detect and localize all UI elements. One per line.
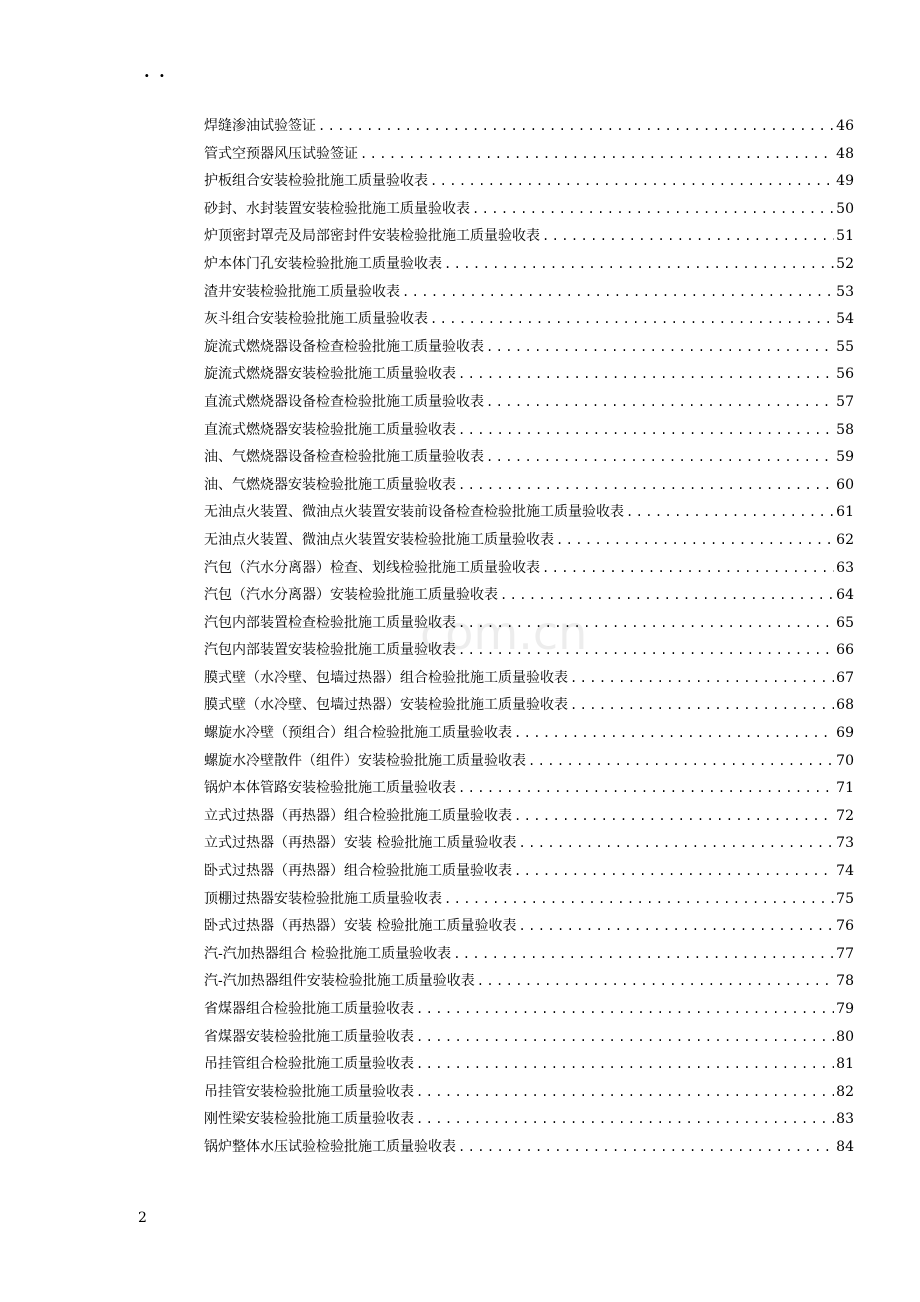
toc-dot-leader (458, 1140, 834, 1154)
toc-entry-page: 68 (836, 697, 854, 714)
watermark: com.cn (420, 606, 588, 660)
toc-entry-title: 旋流式燃烧器安装检验批施工质量验收表 (204, 366, 456, 383)
toc-entry[interactable] (204, 943, 854, 971)
toc-entry[interactable] (204, 612, 854, 640)
toc-entry-page: 57 (836, 393, 854, 410)
toc-entry-page: 72 (836, 807, 854, 824)
toc-entry-page: 80 (836, 1028, 854, 1045)
table-of-contents (204, 115, 854, 1164)
toc-entry[interactable] (204, 198, 854, 226)
toc-entry-title: 汽-汽加热器组件安装检验批施工质量验收表 (204, 973, 475, 990)
toc-entry-title: 油、气燃烧器设备检查检验批施工质量验收表 (204, 449, 484, 466)
toc-entry[interactable] (204, 667, 854, 695)
toc-dot-leader (458, 367, 834, 381)
toc-entry[interactable] (204, 832, 854, 860)
toc-entry-page: 52 (836, 255, 854, 272)
header-dots: . . (144, 62, 167, 81)
toc-entry-page: 59 (836, 449, 854, 466)
toc-entry-title: 刚性梁安装检验批施工质量验收表 (204, 1111, 414, 1128)
toc-entry[interactable] (204, 336, 854, 364)
toc-entry-page: 74 (836, 863, 854, 880)
toc-dot-leader (318, 119, 834, 133)
toc-entry[interactable] (204, 694, 854, 722)
toc-dot-leader (430, 174, 834, 188)
toc-entry-title: 无油点火装置、微油点火装置安装前设备检查检验批施工质量验收表 (204, 504, 624, 521)
toc-entry-title: 灰斗组合安装检验批施工质量验收表 (204, 311, 428, 328)
toc-entry-page: 84 (836, 1138, 854, 1155)
toc-dot-leader (402, 285, 834, 299)
toc-entry-page: 63 (836, 559, 854, 576)
toc-dot-leader (458, 478, 834, 492)
toc-dot-leader (514, 809, 834, 823)
toc-entry[interactable] (204, 501, 854, 529)
toc-entry-title: 炉顶密封罩壳及局部密封件安装检验批施工质量验收表 (204, 228, 540, 245)
toc-entry-page: 65 (836, 614, 854, 631)
toc-dot-leader (542, 229, 834, 243)
toc-entry-title: 炉本体门孔安装检验批施工质量验收表 (204, 255, 442, 272)
toc-entry-title: 汽包（汽水分离器）安装检验批施工质量验收表 (204, 587, 498, 604)
toc-dot-leader (518, 836, 834, 850)
toc-entry[interactable] (204, 888, 854, 916)
toc-entry-title: 直流式燃烧器安装检验批施工质量验收表 (204, 421, 456, 438)
toc-dot-leader (477, 974, 834, 988)
toc-entry-page: 75 (836, 890, 854, 907)
toc-entry[interactable] (204, 860, 854, 888)
toc-entry-title: 省煤器安装检验批施工质量验收表 (204, 1028, 414, 1045)
toc-dot-leader (416, 1112, 834, 1126)
toc-dot-leader (486, 395, 834, 409)
toc-entry-page: 73 (836, 835, 854, 852)
toc-entry-page: 54 (836, 311, 854, 328)
toc-dot-leader (556, 533, 834, 547)
toc-entry-title: 立式过热器（再热器）安装 检验批施工质量验收表 (204, 835, 517, 852)
toc-dot-leader (570, 671, 834, 685)
toc-entry-page: 64 (836, 587, 854, 604)
toc-entry[interactable] (204, 446, 854, 474)
toc-entry-page: 50 (836, 200, 854, 217)
toc-entry-title: 汽包（汽水分离器）检查、划线检验批施工质量验收表 (204, 559, 540, 576)
toc-entry[interactable] (204, 1136, 854, 1164)
toc-entry-title: 膜式壁（水冷壁、包墙过热器）安装检验批施工质量验收表 (204, 697, 568, 714)
toc-entry-title: 膜式壁（水冷壁、包墙过热器）组合检验批施工质量验收表 (204, 669, 568, 686)
toc-entry-page: 53 (836, 283, 854, 300)
toc-dot-leader (626, 505, 834, 519)
toc-entry-title: 锅炉整体水压试验检验批施工质量验收表 (204, 1138, 456, 1155)
toc-entry[interactable] (204, 529, 854, 557)
toc-dot-leader (360, 147, 834, 161)
toc-entry-title: 卧式过热器（再热器）组合检验批施工质量验收表 (204, 863, 512, 880)
toc-entry-title: 省煤器组合检验批施工质量验收表 (204, 1001, 414, 1017)
toc-entry[interactable] (204, 170, 854, 198)
toc-entry-title: 护板组合安装检验批施工质量验收表 (204, 173, 428, 190)
toc-dot-leader (416, 1030, 834, 1044)
toc-entry-page: 56 (836, 366, 854, 383)
toc-entry-page: 61 (836, 504, 854, 521)
toc-entry-page: 70 (836, 752, 854, 769)
toc-entry[interactable] (204, 391, 854, 419)
toc-dot-leader (444, 257, 834, 271)
toc-dot-leader (458, 616, 834, 630)
toc-entry-title: 吊挂管安装检验批施工质量验收表 (204, 1083, 414, 1100)
toc-entry-page: 46 (836, 118, 854, 134)
toc-entry[interactable] (204, 1108, 854, 1136)
toc-entry-page: 55 (836, 338, 854, 355)
page-number: 2 (138, 1210, 147, 1226)
toc-entry-page: 81 (836, 1056, 854, 1073)
toc-entry[interactable] (204, 915, 854, 943)
toc-entry[interactable] (204, 1053, 854, 1081)
toc-dot-leader (416, 1057, 834, 1071)
toc-dot-leader (518, 919, 834, 933)
toc-dot-leader (542, 561, 834, 575)
toc-entry-title: 渣井安装检验批施工质量验收表 (204, 283, 400, 300)
toc-entry[interactable] (204, 557, 854, 585)
toc-entry[interactable] (204, 1081, 854, 1109)
toc-dot-leader (486, 450, 834, 464)
toc-entry[interactable] (204, 419, 854, 447)
toc-dot-leader (486, 340, 834, 354)
toc-entry[interactable] (204, 722, 854, 750)
toc-entry[interactable] (204, 225, 854, 253)
toc-entry-page: 60 (836, 476, 854, 493)
toc-dot-leader (528, 754, 834, 768)
toc-entry-page: 66 (836, 642, 854, 659)
toc-dot-leader (458, 423, 834, 437)
toc-entry[interactable] (204, 281, 854, 309)
toc-entry-page: 79 (836, 1001, 854, 1017)
toc-entry[interactable] (204, 363, 854, 391)
toc-entry[interactable] (204, 998, 854, 1026)
toc-entry-title: 汽包内部装置检查检验批施工质量验收表 (204, 614, 456, 631)
toc-entry[interactable] (204, 474, 854, 502)
toc-entry-title: 汽包内部装置安装检验批施工质量验收表 (204, 642, 456, 659)
toc-entry-title: 油、气燃烧器安装检验批施工质量验收表 (204, 476, 456, 493)
toc-entry-page: 76 (836, 918, 854, 935)
toc-entry-page: 77 (836, 945, 854, 962)
toc-entry-title: 锅炉本体管路安装检验批施工质量验收表 (204, 780, 456, 797)
toc-entry-page: 48 (836, 145, 854, 162)
toc-entry-page: 51 (836, 228, 854, 245)
toc-entry[interactable] (204, 750, 854, 778)
toc-dot-leader (416, 1085, 834, 1099)
toc-entry[interactable] (204, 308, 854, 336)
toc-entry[interactable] (204, 584, 854, 612)
toc-entry[interactable] (204, 253, 854, 281)
toc-dot-leader (570, 698, 834, 712)
toc-dot-leader (514, 864, 834, 878)
toc-dot-leader (472, 202, 834, 216)
toc-entry[interactable] (204, 777, 854, 805)
toc-entry-title: 砂封、水封装置安装检验批施工质量验收表 (204, 200, 470, 217)
toc-entry[interactable] (204, 143, 854, 171)
toc-entry[interactable] (204, 115, 854, 143)
toc-dot-leader (430, 312, 834, 326)
toc-entry-title: 吊挂管组合检验批施工质量验收表 (204, 1056, 414, 1073)
toc-entry-title: 螺旋水冷壁（预组合）组合检验批施工质量验收表 (204, 725, 512, 742)
toc-entry[interactable] (204, 970, 854, 998)
toc-entry[interactable] (204, 805, 854, 833)
toc-dot-leader (458, 643, 834, 657)
toc-entry-page: 78 (836, 973, 854, 990)
toc-dot-leader (416, 1002, 834, 1016)
toc-entry-page: 71 (836, 780, 854, 797)
toc-entry-page: 62 (836, 531, 854, 548)
toc-entry-page: 58 (836, 421, 854, 438)
toc-entry[interactable] (204, 1026, 854, 1054)
toc-entry-title: 立式过热器（再热器）组合检验批施工质量验收表 (204, 807, 512, 824)
toc-entry-page: 69 (836, 725, 854, 742)
toc-entry-page: 67 (836, 669, 854, 686)
toc-entry-page: 83 (836, 1111, 854, 1128)
toc-entry-title: 汽-汽加热器组合 检验批施工质量验收表 (204, 945, 452, 962)
toc-entry-title: 直流式燃烧器设备检查检验批施工质量验收表 (204, 393, 484, 410)
toc-entry-page: 49 (836, 173, 854, 190)
toc-entry-title: 旋流式燃烧器设备检查检验批施工质量验收表 (204, 338, 484, 355)
toc-dot-leader (514, 726, 834, 740)
toc-entry-title: 顶棚过热器安装检验批施工质量验收表 (204, 890, 442, 907)
toc-entry[interactable] (204, 639, 854, 667)
toc-entry-title: 螺旋水冷壁散件（组件）安装检验批施工质量验收表 (204, 752, 526, 769)
toc-entry-title: 卧式过热器（再热器）安装 检验批施工质量验收表 (204, 918, 517, 935)
toc-dot-leader (458, 781, 834, 795)
toc-entry-title: 管式空预器风压试验签证 (204, 145, 358, 162)
toc-dot-leader (500, 588, 834, 602)
toc-dot-leader (444, 892, 834, 906)
toc-entry-page: 82 (836, 1083, 854, 1100)
toc-entry-title: 焊缝渗油试验签证 (204, 118, 316, 134)
toc-dot-leader (453, 947, 834, 961)
toc-entry-title: 无油点火装置、微油点火装置安装检验批施工质量验收表 (204, 531, 554, 548)
